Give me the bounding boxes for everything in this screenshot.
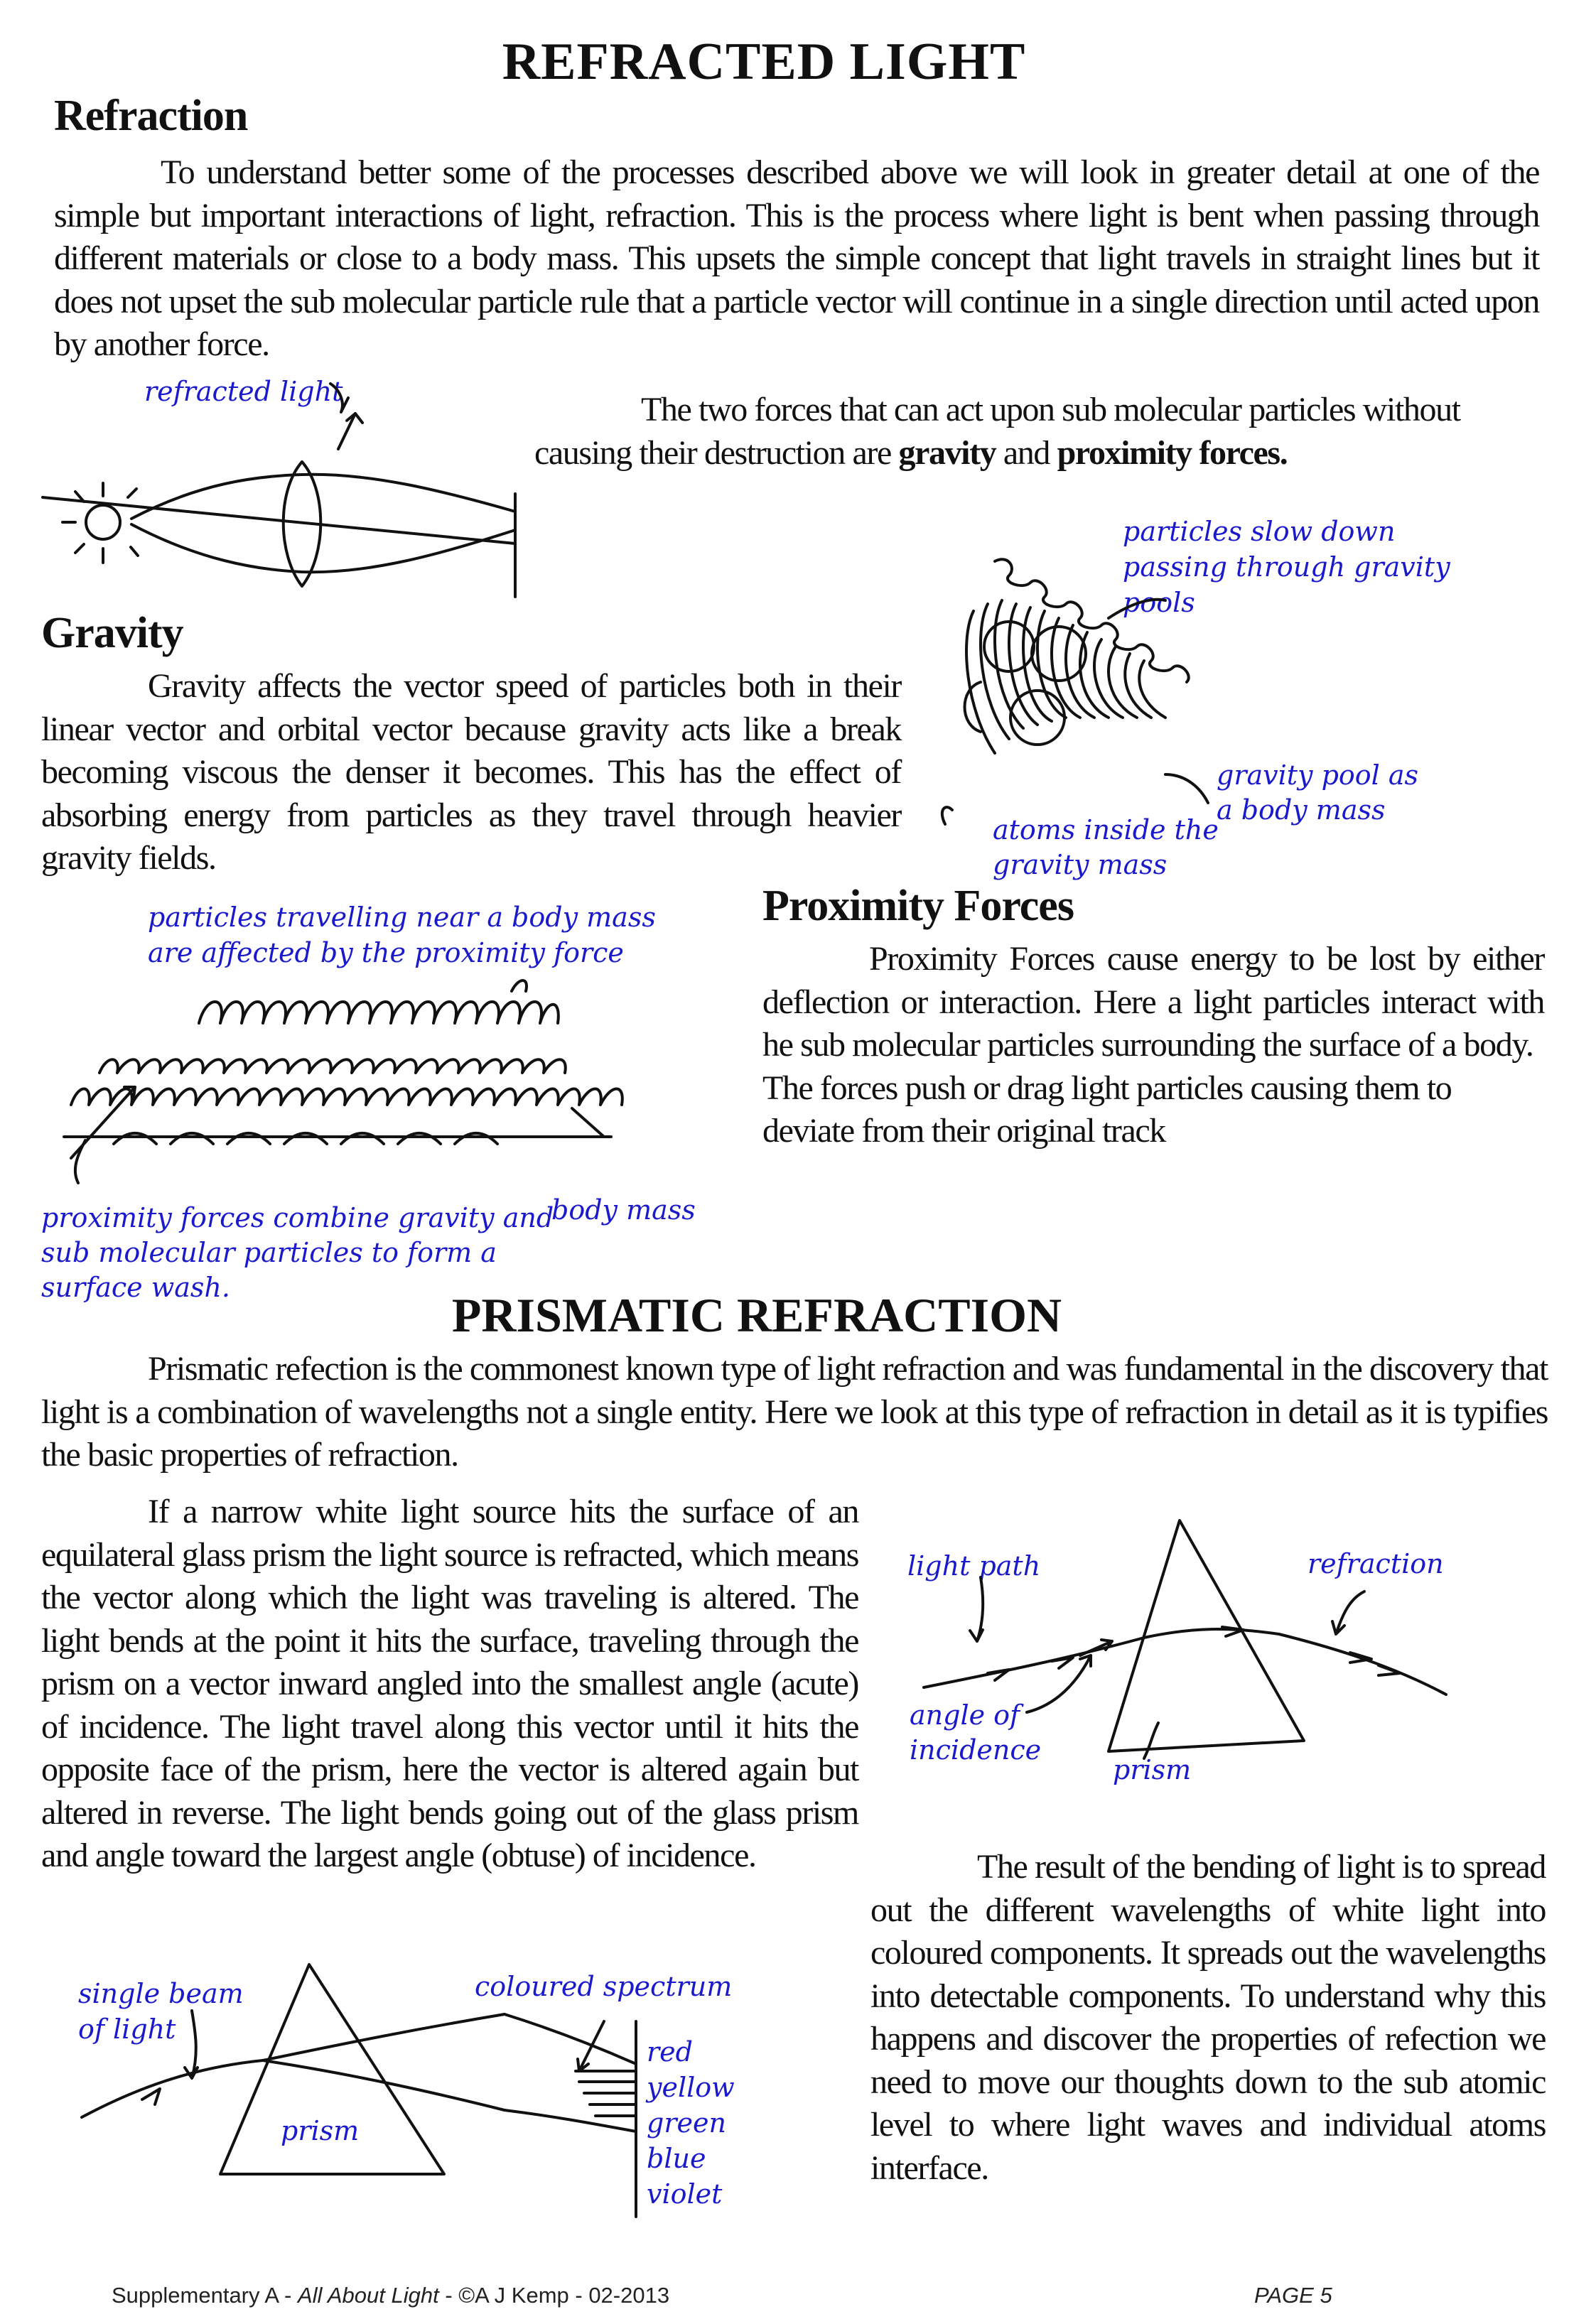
proximity-paragraph — [762, 938, 1544, 1153]
label-angle-line2: incidence — [910, 1734, 1042, 1766]
label-prism-1: prism — [1113, 1754, 1192, 1785]
prismatic-intro-text: Prismatic refection is the commonest known type of light refraction and was fundamental in the discovery that light is a combination of wavelengths not a single entity. Here we look at this type of refraction in detail as it is typifies the basic properties of refraction. — [41, 1350, 1548, 1474]
prismatic-text-2: If a narrow white light source hits the surface of an equilateral glass prism the light source is refracted, which means the vector along which the light was traveling is altered. The light bends at the point it hits the surface, traveling through the prism on a vector inward angled into the smallest angle (acute) of incidence. The light travel along this vector until it hits the opposite face of the prism, here the vector is altered again but altered in reverse. The light bends going out of the glass prism and angle toward the largest angle (obtuse) of incidence. — [41, 1493, 858, 1874]
proximity-text-2: The forces push or drag light particles causing them to deviate from their original track — [762, 1069, 1452, 1150]
proximity-diagram — [57, 966, 682, 1201]
color-red: red — [647, 2036, 693, 2068]
refraction-text: To understand better some of the processes described above we will look in greater detail at one of the simple but important interactions of light, refraction. This is the process where light is bent when passing through different materials or close to a body mass. This upsets the simple concept that light travels in straight lines but it does not upset the sub molecular particle rule that a particle vector will continue in a single direction until acted upon by another force. — [54, 153, 1539, 363]
color-yellow: yellow — [647, 2072, 735, 2103]
color-green: green — [647, 2107, 726, 2139]
color-blue: blue — [647, 2143, 706, 2174]
label-slow-line2: passing through gravity — [1123, 551, 1450, 583]
prismatic-heading: PRISMATIC REFRACTION — [451, 1288, 1062, 1342]
footer-left — [112, 2283, 669, 2308]
label-beam-line2: of light — [78, 2014, 176, 2045]
label-body-mass: body mass — [551, 1194, 696, 1226]
forces-gravity: gravity — [898, 433, 996, 472]
forces-proximity: proximity forces. — [1057, 433, 1288, 472]
label-particles-travelling — [148, 899, 656, 971]
refraction-heading: Refraction — [54, 92, 248, 140]
footer-page-number: PAGE 5 — [1254, 2283, 1332, 2308]
label-refraction: refraction — [1307, 1548, 1444, 1579]
gravity-paragraph — [41, 665, 901, 880]
refracted-light-diagram — [43, 369, 540, 604]
label-slow-line1: particles slow down — [1123, 516, 1396, 547]
label-atoms-line1: atoms inside the — [993, 814, 1219, 845]
footer-suffix: - ©A J Kemp - 02-2013 — [438, 2283, 670, 2308]
forces-and: and — [996, 433, 1057, 472]
gravity-text: Gravity affects the vector speed of particles both in their linear vector and orbital vector because gravity acts like a break becoming viscous the denser it becomes. This has the effect of absorbing energy from particles as they travel through heavier gravity fields. — [41, 667, 901, 877]
label-wash-line3: surface wash. — [41, 1272, 230, 1303]
refracted-light-label: refracted light — [144, 376, 343, 407]
prismatic-paragraph-2 — [41, 1491, 858, 1878]
label-wash-line2: sub molecular particles to form a — [41, 1237, 497, 1268]
spectrum-diagram — [78, 1954, 647, 2224]
label-wash-line1: proximity forces combine gravity and — [41, 1202, 554, 1233]
page-title: REFRACTED LIGHT — [502, 33, 1026, 91]
label-angle-line1: angle of — [910, 1699, 1020, 1731]
label-light-path: light path — [907, 1550, 1041, 1582]
prismatic-paragraph-3 — [870, 1846, 1546, 2190]
label-coloured-spectrum: coloured spectrum — [475, 1971, 733, 2002]
footer-prefix: Supplementary A - — [112, 2283, 298, 2308]
proximity-text-1: Proximity Forces cause energy to be lost by either deflection or interaction. Here a light particles interact with he sub molecular particles surrounding the surface of a body. — [762, 940, 1544, 1064]
forces-paragraph — [534, 389, 1529, 475]
label-pool-line2: a body mass — [1217, 794, 1386, 826]
label-atoms-line2: gravity mass — [993, 849, 1168, 880]
prismatic-text-3: The result of the bending of light is to spread out the different wavelengths of white light into coloured components. It spreads out the wavelengths into detectable components. To understand why this happens and discover the properties of refection we need to move our thoughts down to the sub atomic level to where light waves and individual atoms interface. — [870, 1848, 1546, 2187]
label-travel-line2: are affected by the proximity force — [148, 937, 624, 968]
label-beam-line1: single beam — [78, 1978, 244, 2009]
color-violet: violet — [647, 2178, 723, 2210]
refraction-paragraph — [54, 151, 1539, 367]
prism-refraction-diagram — [910, 1513, 1464, 1769]
gravity-pool-diagram — [931, 540, 1258, 838]
label-pool-line1: gravity pool as — [1217, 760, 1419, 791]
footer-italic: All About Light — [297, 2283, 439, 2308]
label-travel-line1: particles travelling near a body mass — [148, 902, 656, 933]
gravity-heading: Gravity — [41, 609, 183, 657]
proximity-heading: Proximity Forces — [762, 882, 1074, 930]
prismatic-intro — [41, 1348, 1548, 1477]
forces-lead: The two forces that can act upon sub molecular particles without causing their destruction are — [534, 391, 1460, 472]
label-prism-2: prism — [281, 2115, 360, 2146]
label-slow-line3: pools — [1123, 587, 1195, 618]
spectrum-colors — [647, 2034, 735, 2212]
